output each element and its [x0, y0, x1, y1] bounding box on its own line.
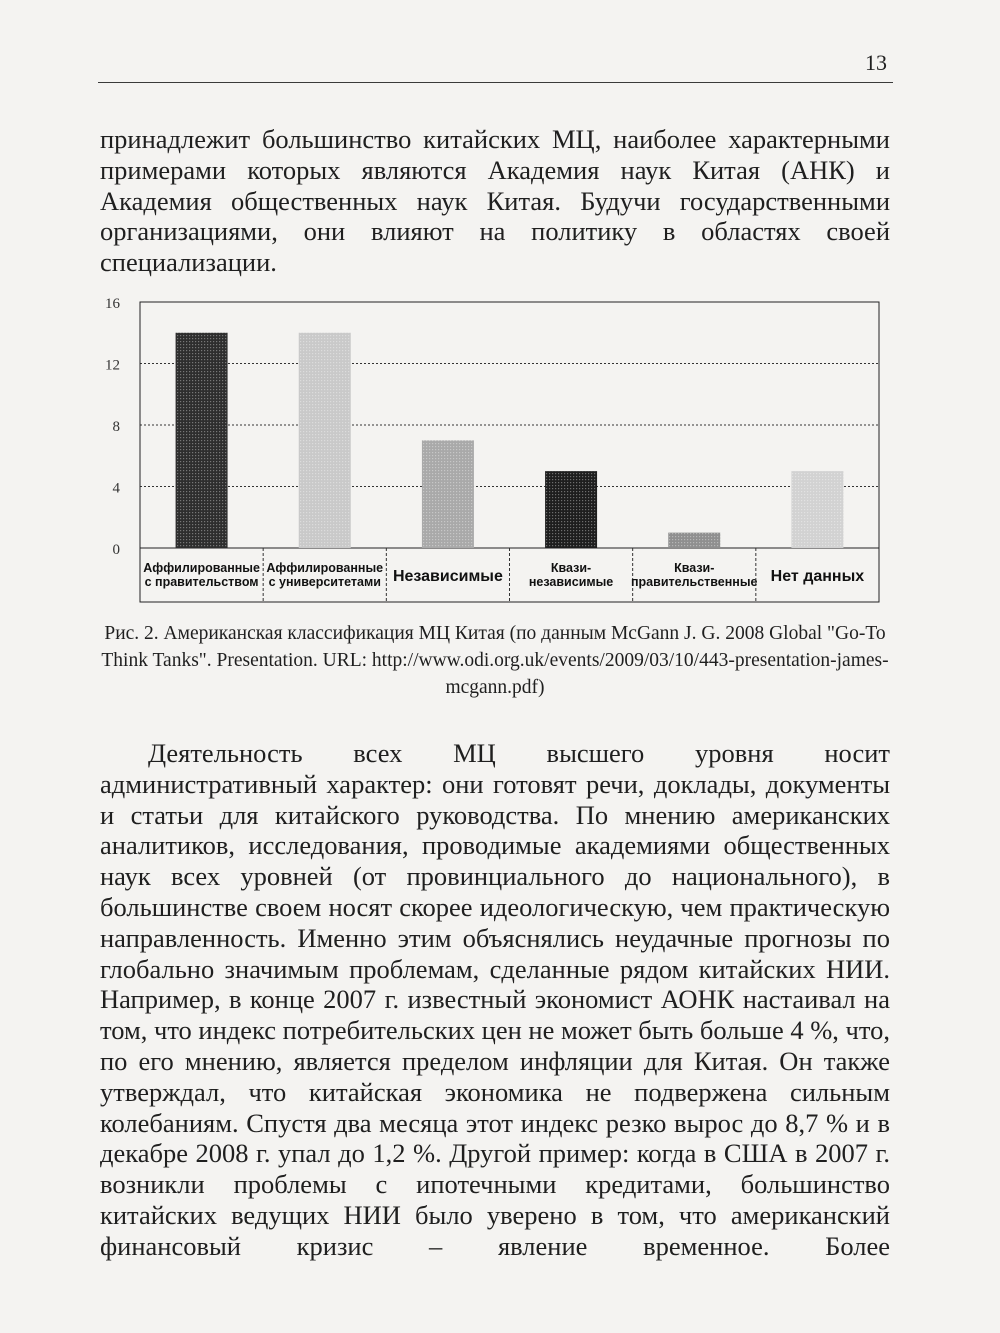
bar [176, 333, 228, 548]
paragraph-main: Деятельность всех МЦ высшего уровня носит административный характер: они готовят речи, доклады, документы и статьи для китайского руководства. По мнению американских аналитиков, исследования, проводимые академиями общественных наук всех уровней (от провинциального до национального), в большинстве своем носят скорее идеологическую, чем практическую направленность. Именно этим объяснялись неудачные прогнозы по глобально значимым проблемам, сделанные рядом китайских НИИ. Например, в конце 2007 г. известный экономист АОНК настаивал на том, что индекс потребительских цен не может быть больше 4 %, что, по его мнению, является пределом инфляции для Китая. Он также утверждал, что китайская экономика не подвержена сильным колебаниям. Спустя два месяца этот индекс резко вырос до 8,7 % и в декабре 2008 г. упал до 1,2 %. Другой пример: когда в США в 2007 г. возникли проблемы с ипотечными кредитами, большинство китайских ведущих НИИ было уверено в том, что американский финансовый кризис – явление временное. Более [100, 738, 890, 1261]
category-label: Квази- [674, 561, 715, 575]
y-tick-label: 8 [112, 419, 120, 435]
category-label: Аффилированные [143, 561, 260, 575]
category-label: Нет данных [770, 568, 865, 585]
figure-caption: Рис. 2. Американская классификация МЦ Китая (по данным McGann J. G. 2008 Global "Go-To Think Tanks". Presentation. URL: http://www.odi.org.uk/events/2009/03/10/443-presentation-james-mcgann.pdf) [101, 623, 889, 698]
bar [422, 440, 474, 548]
paragraph-top: принадлежит большинство китайских МЦ, наиболее характерными примерами которых являются Академия наук Китая (АНК) и Академия общественных наук Китая. Будучи государственными организациями, они влияют на политику в областях своей специализации. [100, 124, 890, 278]
y-tick-label: 12 [105, 357, 120, 374]
page-number: 13 [865, 50, 887, 75]
category-label: Квази- [550, 561, 592, 575]
bar [545, 471, 597, 548]
category-label: с правительством [144, 575, 259, 589]
bar [668, 533, 720, 548]
category-label: правительственные [631, 575, 758, 589]
y-tick-label: 4 [112, 480, 120, 497]
bar [791, 471, 843, 548]
header-rule [98, 82, 893, 83]
category-label: с университетами [268, 575, 381, 589]
category-label: Аффилированные [266, 561, 384, 575]
chart-frame [140, 302, 879, 602]
category-label: Независимые [392, 568, 503, 585]
y-tick-label: 0 [112, 542, 120, 558]
y-tick-label: 16 [105, 296, 120, 312]
category-label: независимые [528, 575, 614, 589]
bar-chart [96, 290, 896, 610]
bar [299, 333, 351, 548]
